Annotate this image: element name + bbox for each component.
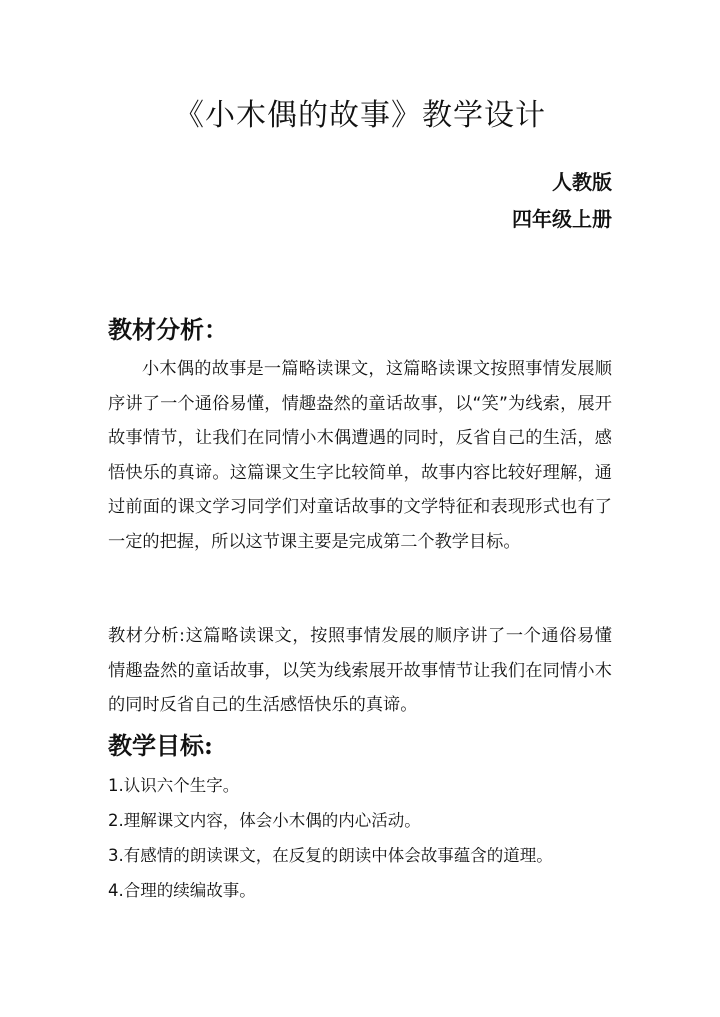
- goal-item: 1.认识六个生字。: [108, 776, 240, 795]
- document-title: 《小木偶的故事》教学设计: [174, 98, 546, 133]
- section-heading-analysis: 教材分析：: [108, 315, 228, 344]
- goal-item: 4.合理的续编故事。: [108, 881, 256, 900]
- analysis-summary-paragraph: 教材分析:这篇略读课文，按照事情发展的顺序讲了一个通俗易懂情趣盎然的童话故事，以笑为线索展开故事情节让我们在同情小木的同时反省自己的生活感悟快乐的真谛。: [108, 626, 612, 716]
- goal-list: [108, 768, 628, 908]
- goal-item: 3.有感情的朗读课文，在反复的朗读中体会故事蕴含的道理。: [108, 846, 553, 865]
- grade-level: 四年级上册: [512, 207, 612, 231]
- goal-item: 2.理解课文内容，体会小木偶的内心活动。: [108, 811, 421, 830]
- section-heading-goals: 教学目标:: [108, 731, 213, 760]
- textbook-edition: 人教版: [552, 170, 612, 194]
- analysis-paragraph: 小木偶的故事是一篇略读课文，这篇略读课文按照事情发展顺序讲了一个通俗易懂，情趣盎然的童话故事，以“笑”为线索，展开故事情节，让我们在同情小木偶遭遇的同时，反省自己的生活，感悟快乐的真谛。这篇课文生字比较简单，故事内容比较好理解，通过前面的课文学习同学们对童话故事的文学特征和表现形式也有了一定的把握，所以这节课主要是完成第二个教学目标。: [108, 359, 612, 552]
